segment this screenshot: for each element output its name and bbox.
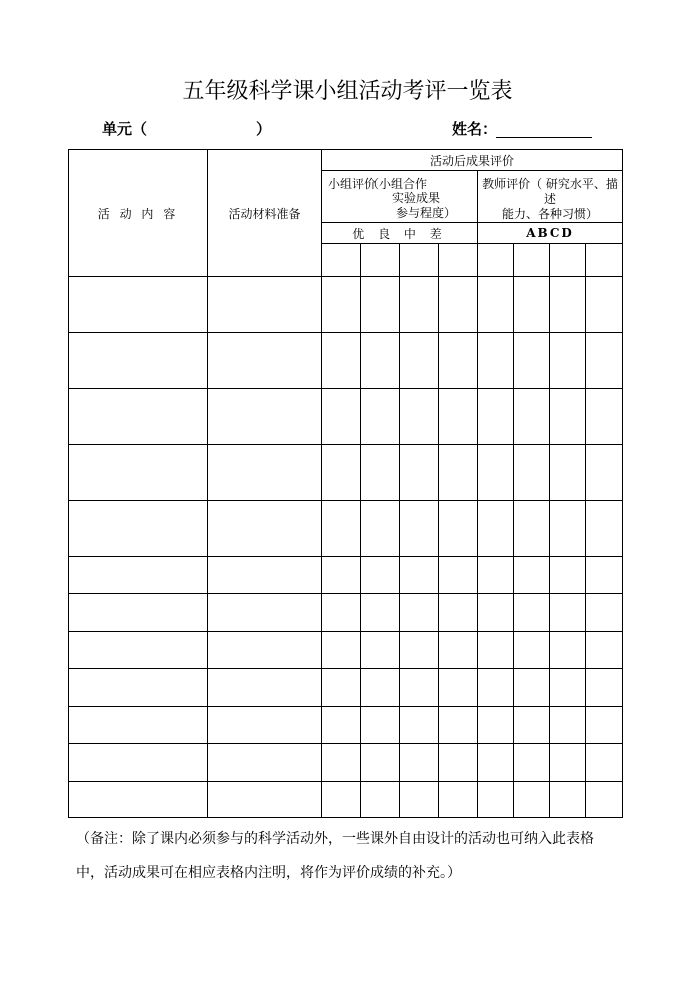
grade-scale-group: 优 良 中 差 <box>322 223 478 244</box>
unit-label: 单元（ <box>102 120 148 138</box>
footnote-line2: 中，活动成果可在相应表格内注明，将作为评价成绩的补充。） <box>76 865 461 881</box>
group-eval-line3: 实验成果 <box>392 191 441 205</box>
page-title: 五年级科学课小组活动考评一览表 <box>182 79 513 104</box>
group-eval-line4: 参与程度） <box>396 206 457 220</box>
table-cell <box>361 244 400 277</box>
table-cell <box>478 244 514 277</box>
grade-scale-teacher: ABCD <box>478 223 623 244</box>
header-group-evaluation <box>322 171 478 223</box>
header-result-evaluation: 活动后成果评价 <box>322 150 623 171</box>
table-row <box>69 557 623 594</box>
table-cell <box>586 244 623 277</box>
teacher-eval-line1: 教师评价（ 研究水平、描述 <box>482 177 618 206</box>
table-row <box>69 501 623 557</box>
group-eval-line2: （小组合作 <box>367 177 428 191</box>
table-cell <box>550 244 586 277</box>
table-row <box>69 744 623 782</box>
table-row <box>69 277 623 333</box>
table-row <box>69 669 623 707</box>
name-blank-line <box>496 137 592 138</box>
table-row <box>69 445 623 501</box>
footnote <box>76 822 636 890</box>
name-label: 姓名： <box>452 120 498 138</box>
table-cell <box>439 244 478 277</box>
header-teacher-evaluation <box>478 171 623 223</box>
table-row <box>69 594 623 632</box>
group-eval-line1: 小组评价 <box>328 177 377 191</box>
table-row <box>69 707 623 744</box>
table-row <box>69 389 623 445</box>
unit-close-paren: ） <box>256 120 272 138</box>
table-cell <box>322 244 361 277</box>
table-row <box>69 632 623 669</box>
teacher-eval-line2: 能力、各种习惯） <box>502 207 599 221</box>
header-activity-material: 活动材料准备 <box>208 150 322 277</box>
table-row <box>69 782 623 818</box>
table-row <box>69 333 623 389</box>
table-cell <box>514 244 550 277</box>
table-cell <box>400 244 439 277</box>
header-activity-content: 活 动 内 容 <box>69 150 208 277</box>
evaluation-table <box>68 149 623 818</box>
footnote-line1: （备注：除了课内必须参与的科学活动外，一些课外自由设计的活动也可纳入此表格 <box>76 831 594 847</box>
